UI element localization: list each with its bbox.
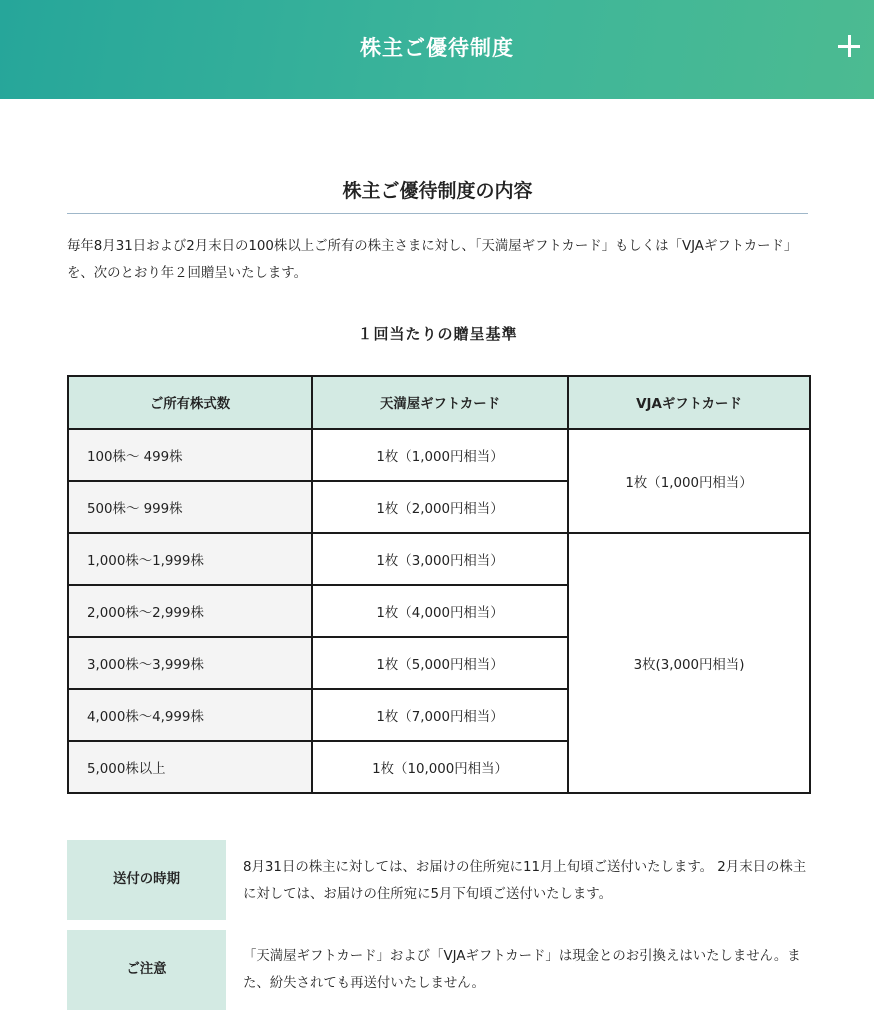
intro-text: 毎年8月31日および2月末日の100株以上ご所有の株主さまに対し、「天満屋ギフトカード」もしくは「VJAギフトカード」を、次のとおり年２回贈呈いたします。: [67, 239, 798, 281]
table-header-row: [68, 376, 810, 429]
tenmaya-cell: 1枚（1,000円相当）: [312, 429, 568, 481]
table-row: [68, 533, 810, 585]
accordion-title: 株主ご優待制度: [360, 36, 514, 60]
table-row: [68, 429, 810, 481]
delivery-timing-text: 8月31日の株主に対しては、お届けの住所宛に11月上旬頃ご送付いたします。 2月末日の株主に対しては、お届けの住所宛に5月下旬頃ご送付いたします。: [243, 860, 807, 902]
header-shares: ご所有株式数: [68, 376, 312, 429]
section-title: 株主ご優待制度の内容: [342, 180, 533, 202]
tenmaya-cell: 1枚（3,000円相当）: [312, 533, 568, 585]
accordion-header[interactable]: [0, 0, 874, 99]
tenmaya-cell: 1枚（10,000円相当）: [312, 741, 568, 793]
tenmaya-cell: 1枚（2,000円相当）: [312, 481, 568, 533]
tenmaya-cell: 1枚（5,000円相当）: [312, 637, 568, 689]
notice-text: 「天満屋ギフトカード」および「VJAギフトカード」は現金とのお引換えはいたしません。また、紛失されても再送付いたしません。: [243, 949, 801, 991]
section-divider: [67, 213, 808, 214]
plus-icon[interactable]: [838, 35, 860, 57]
table-caption: １回当たりの贈呈基準: [357, 325, 518, 343]
benefits-table: [67, 375, 811, 794]
header-vja-gift-card: VJAギフトカード: [568, 376, 810, 429]
vja-cell: 1枚（1,000円相当）: [568, 429, 810, 533]
delivery-timing-label: 送付の時期: [67, 840, 226, 920]
tenmaya-cell: 1枚（7,000円相当）: [312, 689, 568, 741]
shares-cell: 2,000株～2,999株: [68, 585, 312, 637]
header-tenmaya-gift-card: 天満屋ギフトカード: [312, 376, 568, 429]
shares-cell: 100株～ 499株: [68, 429, 312, 481]
shares-cell: 1,000株～1,999株: [68, 533, 312, 585]
shares-cell: 5,000株以上: [68, 741, 312, 793]
shares-cell: 4,000株～4,999株: [68, 689, 312, 741]
shares-cell: 3,000株～3,999株: [68, 637, 312, 689]
tenmaya-cell: 1枚（4,000円相当）: [312, 585, 568, 637]
vja-cell: 3枚(3,000円相当): [568, 533, 810, 793]
shares-cell: 500株～ 999株: [68, 481, 312, 533]
notice-label: ご注意: [67, 930, 226, 1010]
